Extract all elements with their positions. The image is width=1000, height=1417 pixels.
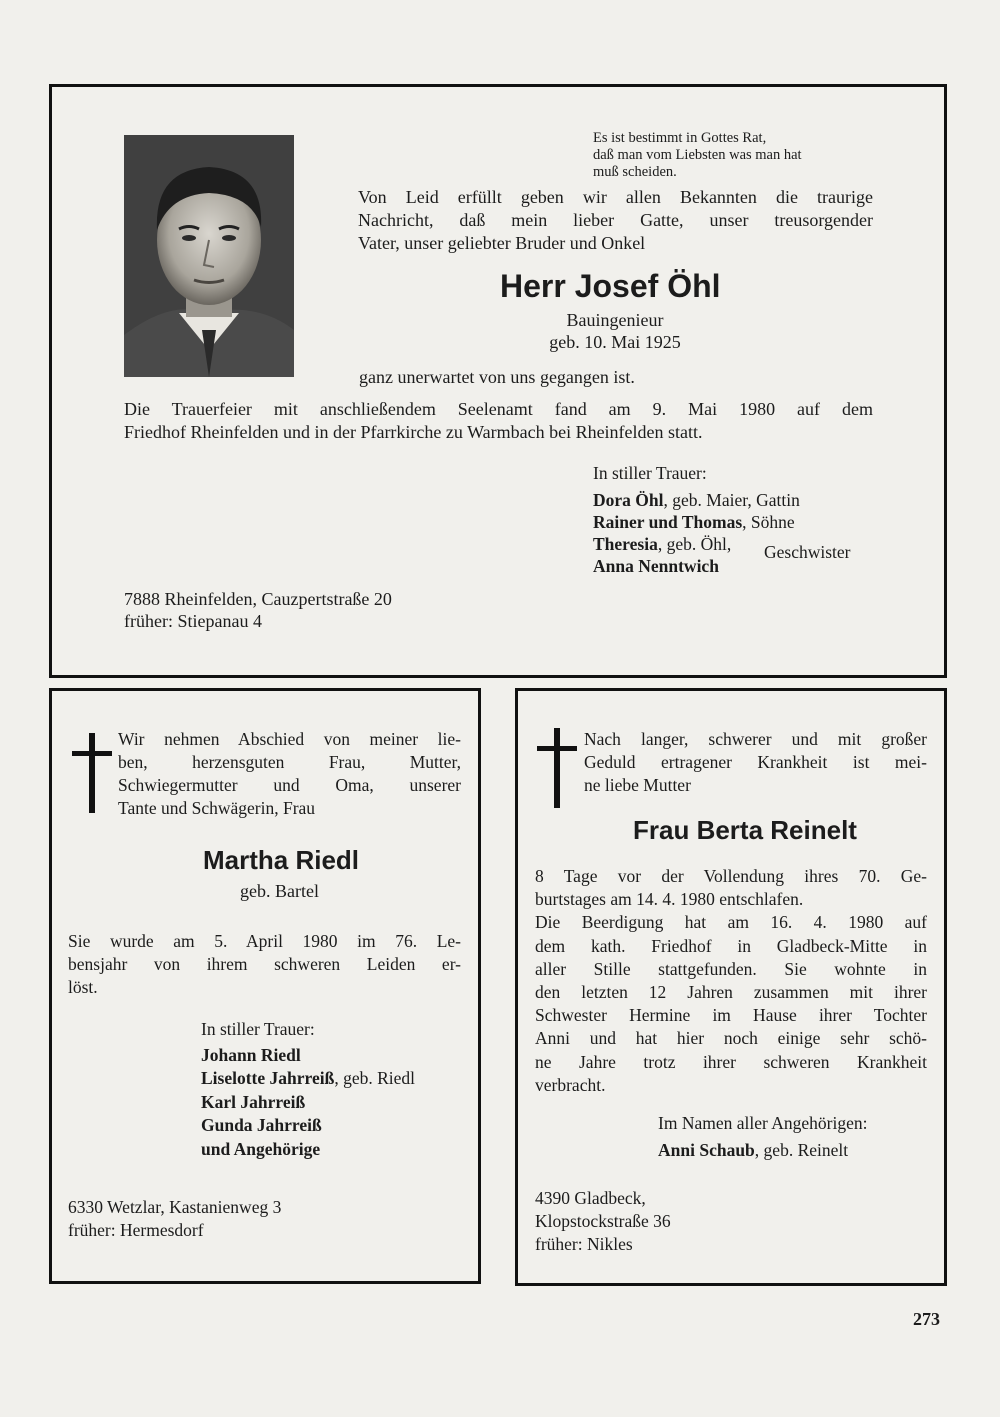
martha-mourners: In stiller Trauer: Johann Riedl Liselotte Jahrreiß, geb. Riedl Karl Jahrreiß Gunda Jahrreiß und Angehörige (201, 1019, 416, 1159)
mourner-line: Rainer und Thomas, Söhne (593, 512, 795, 532)
siblings-label: Geschwister (764, 542, 851, 562)
announcement-intro: Von Leid erfüllt geben wir allen Bekannten die traurige Nachricht, daß mein lieber Gatte, unser treusorgender (358, 187, 873, 230)
deceased-details: Bauingenieur geb. 10. Mai 1925 (549, 310, 681, 352)
cross-icon (72, 733, 112, 813)
mourner-line: Theresia, geb. Öhl, (593, 534, 732, 554)
announcement-intro-last: Vater, unser geliebter Bruder und Onkel (358, 233, 646, 253)
cross-icon (537, 728, 577, 808)
martha-body: Sie wurde am 5. April 1980 im 76. Le- bensjahr von ihrem schweren Leiden er- (68, 931, 461, 974)
berta-relatives: Im Namen aller Angehörigen: Anni Schaub, geb. Reinelt (658, 1113, 868, 1160)
address-block: 7888 Rheinfelden, Cauzpertstraße 20 früher: Stiepanau 4 (124, 589, 392, 631)
berta-name: Frau Berta Reinelt (633, 815, 857, 845)
poem: Es ist bestimmt in Gottes Rat, daß man vom Liebsten was man hat muß scheiden. (593, 130, 802, 180)
martha-body-last: löst. (68, 977, 98, 997)
page-number: 273 (913, 1309, 940, 1329)
martha-intro: Wir nehmen Abschied von meiner lie- ben, herzensguten Frau, Mutter, Schwiegermutter und Oma, unserer (118, 729, 461, 795)
martha-maiden-name: geb. Bartel (240, 881, 319, 901)
berta-intro: Nach langer, schwerer und mit großer Geduld ertragener Krankheit ist mei- (584, 729, 927, 772)
berta-address: 4390 Gladbeck, Klopstockstraße 36 früher: Nikles (535, 1188, 671, 1254)
martha-address: 6330 Wetzlar, Kastanienweg 3 früher: Hermesdorf (68, 1197, 282, 1240)
ceremony-text: Die Trauerfeier mit anschließendem Seelenamt fand am 9. Mai 1980 auf dem (124, 399, 873, 419)
deceased-name: Herr Josef Öhl (500, 268, 721, 304)
martha-name: Martha Riedl (203, 845, 360, 875)
departed-text: ganz unerwartet von uns gegangen ist. (359, 367, 635, 387)
mourner-line: Dora Öhl, geb. Maier, Gattin (593, 490, 800, 510)
berta-body: 8 Tage vor der Vollendung ihres 70. Ge- burtstages am 14. 4. 1980 entschlafen. Die Beerdigung hat am 16. 4. 1980 auf dem kath. Friedhof in Gladbeck-Mitte in aller Stille stattgefunden. Sie wohnte in den letzten 12 Jahren zusammen mit ihrer Schwester Hermine im Hause ihrer Tochter Anni und hat hier noch einige sehr schö- ne Jahre trotz ihrer schweren Krankheit verbracht. (535, 866, 927, 1095)
portrait-photo (124, 135, 294, 377)
berta-intro-last: ne liebe Mutter (584, 775, 691, 795)
martha-intro-last: Tante und Schwägerin, Frau (118, 798, 316, 818)
mourners-block: In stiller Trauer: Dora Öhl, geb. Maier, Gattin Rainer und Thomas, Söhne Theresia, geb. Öhl, Anna Nenntwich (593, 462, 893, 577)
ceremony-text-last: Friedhof Rheinfelden und in der Pfarrkirche zu Warmbach bei Rheinfelden statt. (124, 422, 703, 442)
mourner-line: Anna Nenntwich (593, 556, 719, 576)
